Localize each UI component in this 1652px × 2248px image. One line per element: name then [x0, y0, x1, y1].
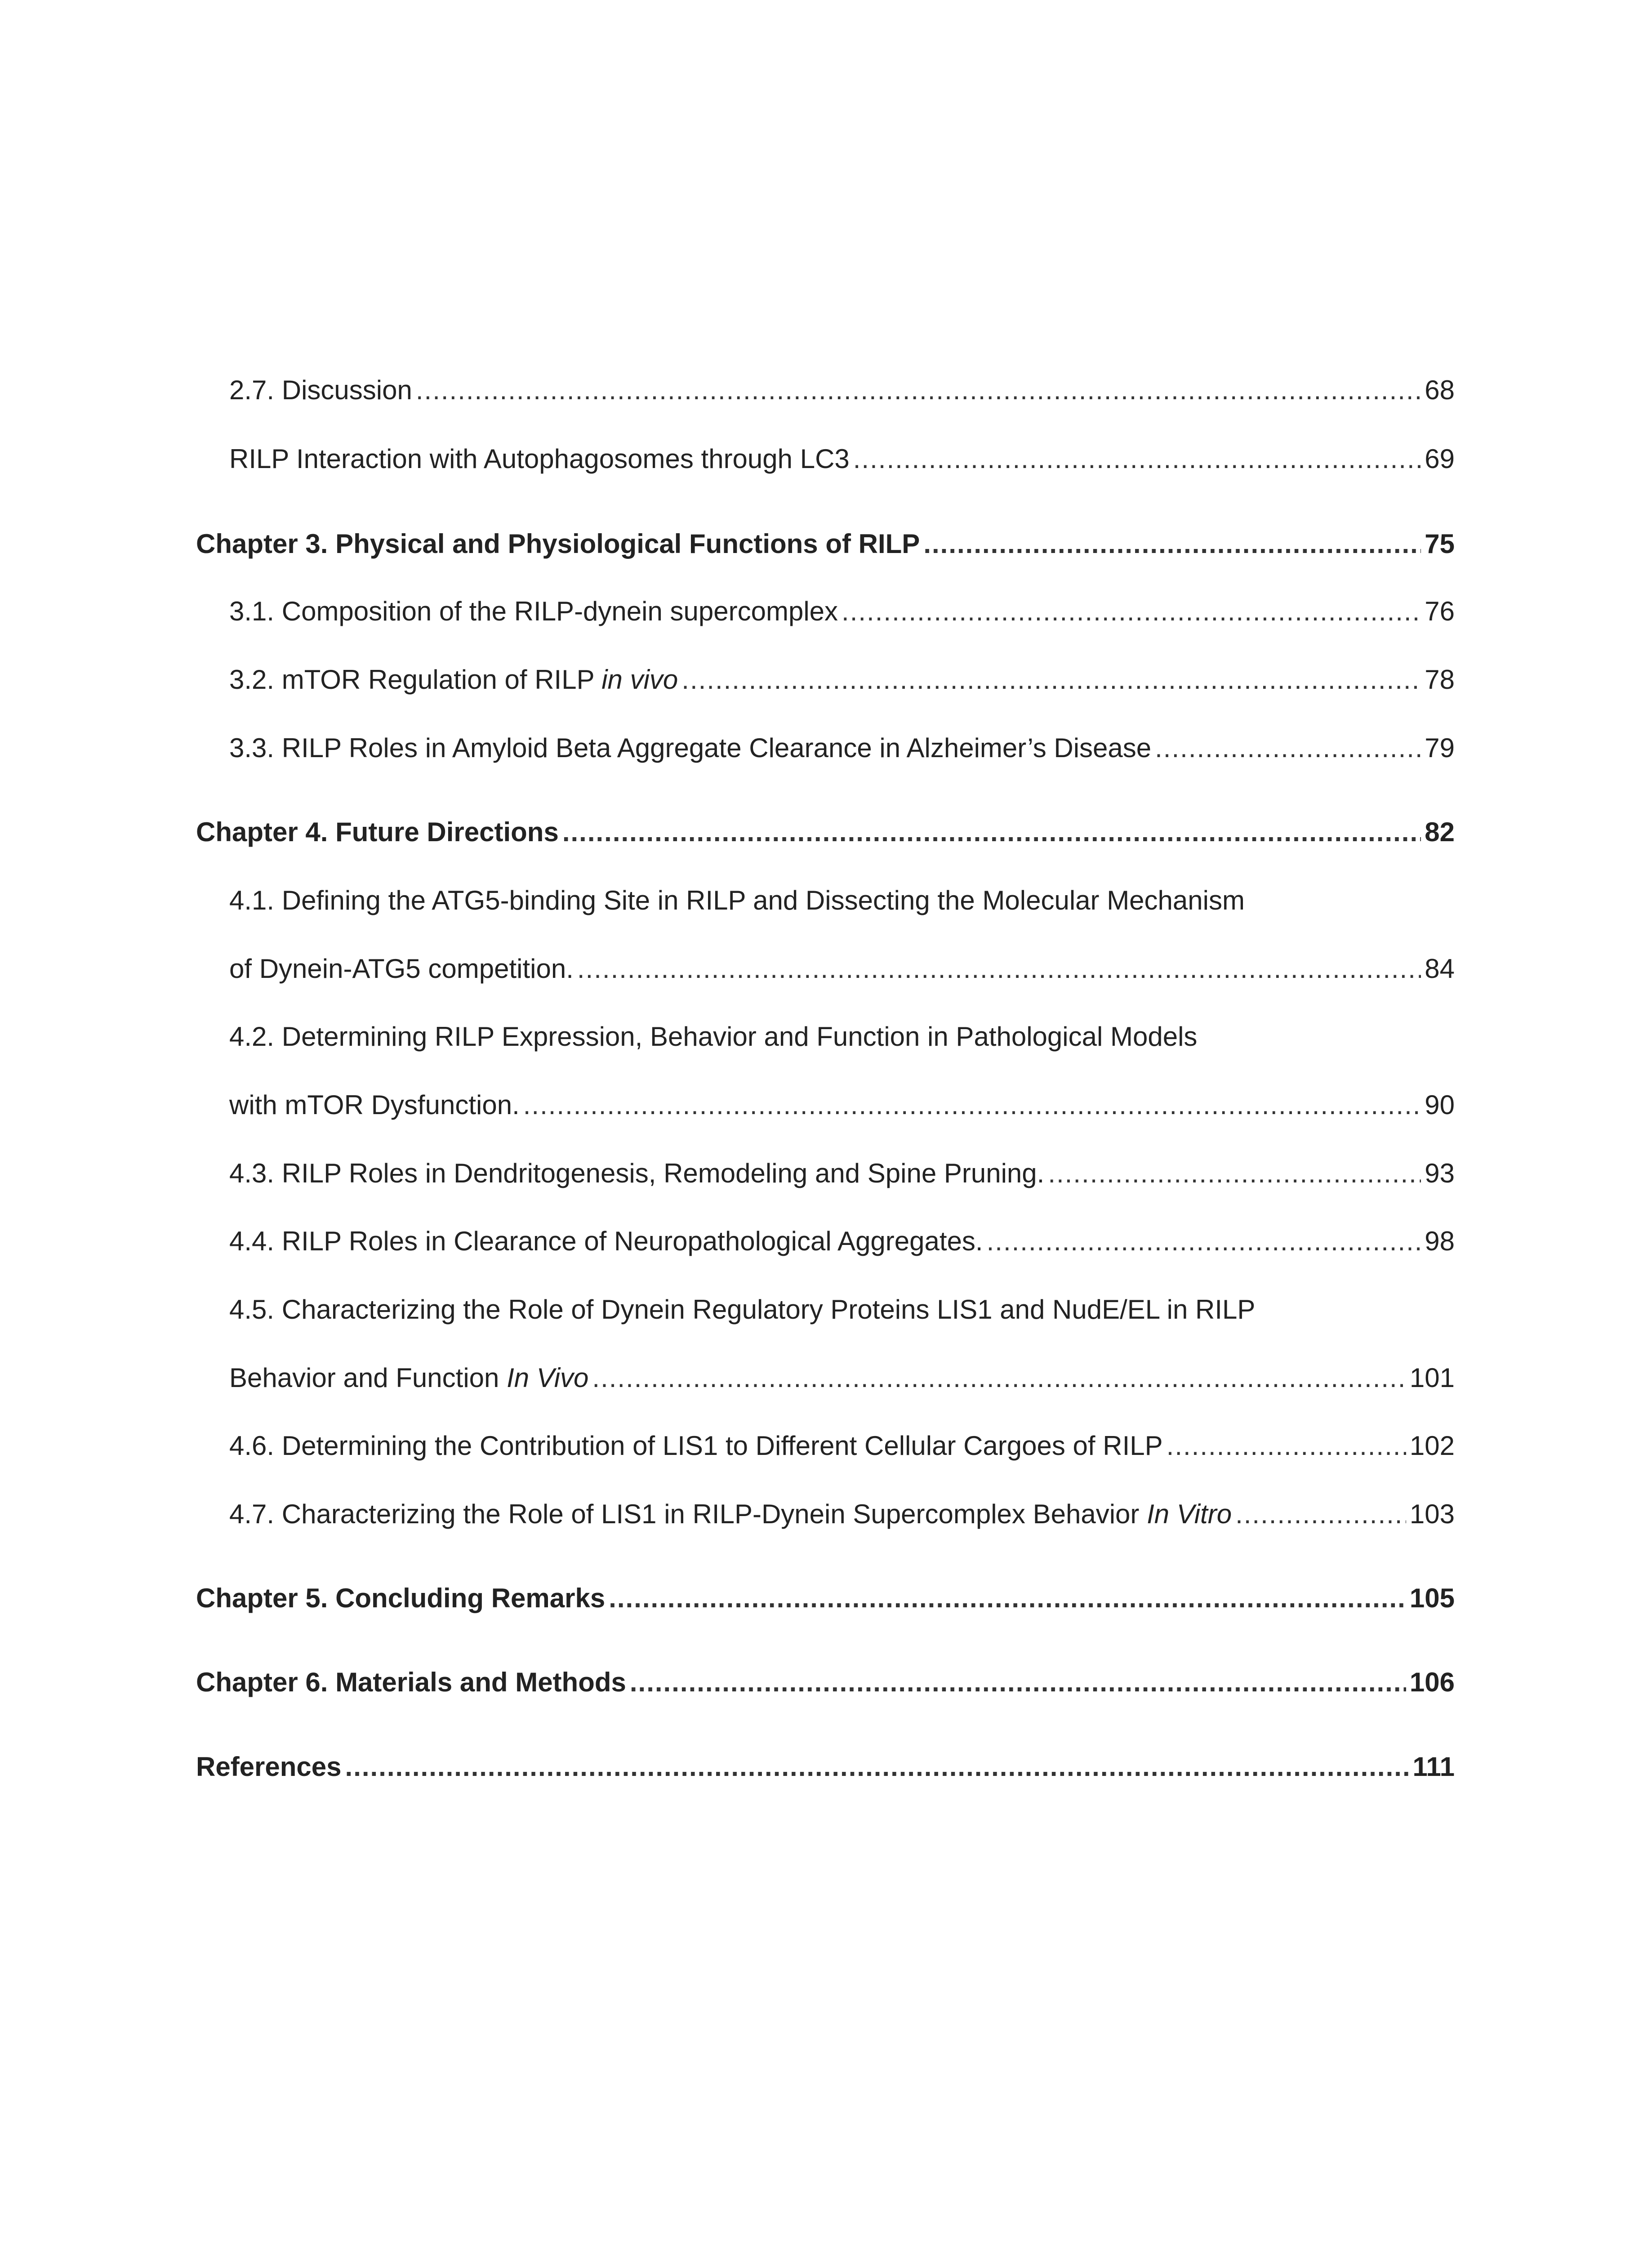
toc-page-number: 106: [1409, 1667, 1455, 1697]
toc-entry-4-2[interactable]: [229, 1089, 1455, 1121]
toc-entry-3-1[interactable]: [229, 595, 1455, 628]
toc-chapter-title: References: [196, 1752, 342, 1782]
toc-entry-title: Behavior and Function In Vivo: [229, 1363, 589, 1393]
toc-chapter-5[interactable]: [196, 1582, 1455, 1615]
toc-entry-4-5-line1[interactable]: 4.5. Characterizing the Role of Dynein Regulatory Proteins LIS1 and NudE/EL in RILP: [229, 1294, 1256, 1325]
toc-page-number: 93: [1425, 1158, 1455, 1188]
toc-entry-4-3[interactable]: [229, 1157, 1455, 1190]
toc-entry-title: with mTOR Dysfunction.: [229, 1090, 520, 1120]
dot-leader: [987, 1225, 1421, 1258]
toc-references[interactable]: [196, 1751, 1455, 1783]
toc-entry-title: 4.4. RILP Roles in Clearance of Neuropathological Aggregates.: [229, 1226, 983, 1256]
toc-entry-title: 4.6. Determining the Contribution of LIS1 to Different Cellular Cargoes of RILP: [229, 1431, 1163, 1461]
toc-entry-title: 3.3. RILP Roles in Amyloid Beta Aggregate Clearance in Alzheimer’s Disease: [229, 733, 1152, 763]
toc-page-number: 76: [1425, 596, 1455, 626]
toc-entry-4-6[interactable]: [229, 1430, 1455, 1462]
dot-leader: [923, 528, 1421, 560]
dot-leader: [523, 1089, 1421, 1121]
toc-chapter-3[interactable]: [196, 528, 1455, 560]
toc-entry-title-italic: in vivo: [601, 665, 678, 695]
toc-entry-2-7[interactable]: [229, 374, 1455, 406]
toc-chapter-title: Chapter 4. Future Directions: [196, 817, 559, 847]
dot-leader: [681, 664, 1421, 696]
dot-leader: [609, 1582, 1406, 1615]
toc-entry-4-1-line1[interactable]: 4.1. Defining the ATG5-binding Site in RILP and Dissecting the Molecular Mechanism: [229, 885, 1245, 915]
toc-entry-4-1[interactable]: [229, 953, 1455, 985]
dot-leader: [577, 953, 1421, 985]
dot-leader: [630, 1666, 1406, 1699]
toc-chapter-4[interactable]: [196, 816, 1455, 848]
dot-leader: [1155, 732, 1421, 764]
dot-leader: [842, 595, 1421, 628]
toc-entry-title: 2.7. Discussion: [229, 375, 412, 405]
toc-page-number: 101: [1409, 1363, 1455, 1393]
toc-entry-title: 4.7. Characterizing the Role of LIS1 in RILP-Dynein Supercomplex Behavior In Vitro: [229, 1499, 1232, 1529]
dot-leader: [592, 1362, 1406, 1394]
toc-page-number: 102: [1409, 1431, 1455, 1461]
toc-entry-4-2-line1[interactable]: 4.2. Determining RILP Expression, Behavior and Function in Pathological Models: [229, 1021, 1198, 1052]
toc-chapter-6[interactable]: [196, 1666, 1455, 1699]
dot-leader: [345, 1751, 1409, 1783]
toc-page-number: 82: [1425, 817, 1455, 847]
toc-page-number: 105: [1409, 1583, 1455, 1613]
toc-page-number: 75: [1425, 529, 1455, 559]
toc-page-number: 98: [1425, 1226, 1455, 1256]
toc-page-number: 103: [1409, 1499, 1455, 1529]
dot-leader: [1235, 1498, 1406, 1530]
toc-entry-title: 3.1. Composition of the RILP-dynein supercomplex: [229, 596, 838, 626]
toc-entry-title-italic: In Vitro: [1147, 1499, 1232, 1529]
toc-page-number: 90: [1425, 1090, 1455, 1120]
dot-leader: [562, 816, 1421, 848]
toc-entry-4-7[interactable]: [229, 1498, 1455, 1530]
toc-entry-title: 3.2. mTOR Regulation of RILP in vivo: [229, 665, 678, 695]
toc-entry-rilp-lc3[interactable]: [229, 443, 1455, 475]
toc-page-number: 78: [1425, 665, 1455, 695]
dot-leader: [853, 443, 1421, 475]
toc-entry-4-5[interactable]: [229, 1362, 1455, 1394]
toc-entry-title: RILP Interaction with Autophagosomes through LC3: [229, 444, 850, 474]
toc-page-number: 68: [1425, 375, 1455, 405]
toc-entry-3-3[interactable]: [229, 732, 1455, 764]
toc-page-number: 84: [1425, 954, 1455, 984]
toc-page-number: 111: [1412, 1752, 1455, 1782]
toc-chapter-title: Chapter 6. Materials and Methods: [196, 1667, 626, 1697]
toc-page-number: 69: [1425, 444, 1455, 474]
toc-chapter-title: Chapter 5. Concluding Remarks: [196, 1583, 606, 1613]
dot-leader: [1167, 1430, 1406, 1462]
toc-entry-4-4[interactable]: [229, 1225, 1455, 1258]
toc-chapter-title: Chapter 3. Physical and Physiological Functions of RILP: [196, 529, 920, 559]
toc-page-number: 79: [1425, 733, 1455, 763]
dot-leader: [1048, 1157, 1421, 1190]
dot-leader: [416, 374, 1421, 406]
toc-entry-3-2[interactable]: [229, 664, 1455, 696]
toc-entry-title-italic: In Vivo: [507, 1363, 589, 1393]
toc-entry-title: of Dynein-ATG5 competition.: [229, 954, 574, 984]
toc-entry-title: 4.3. RILP Roles in Dendritogenesis, Remodeling and Spine Pruning.: [229, 1158, 1045, 1188]
